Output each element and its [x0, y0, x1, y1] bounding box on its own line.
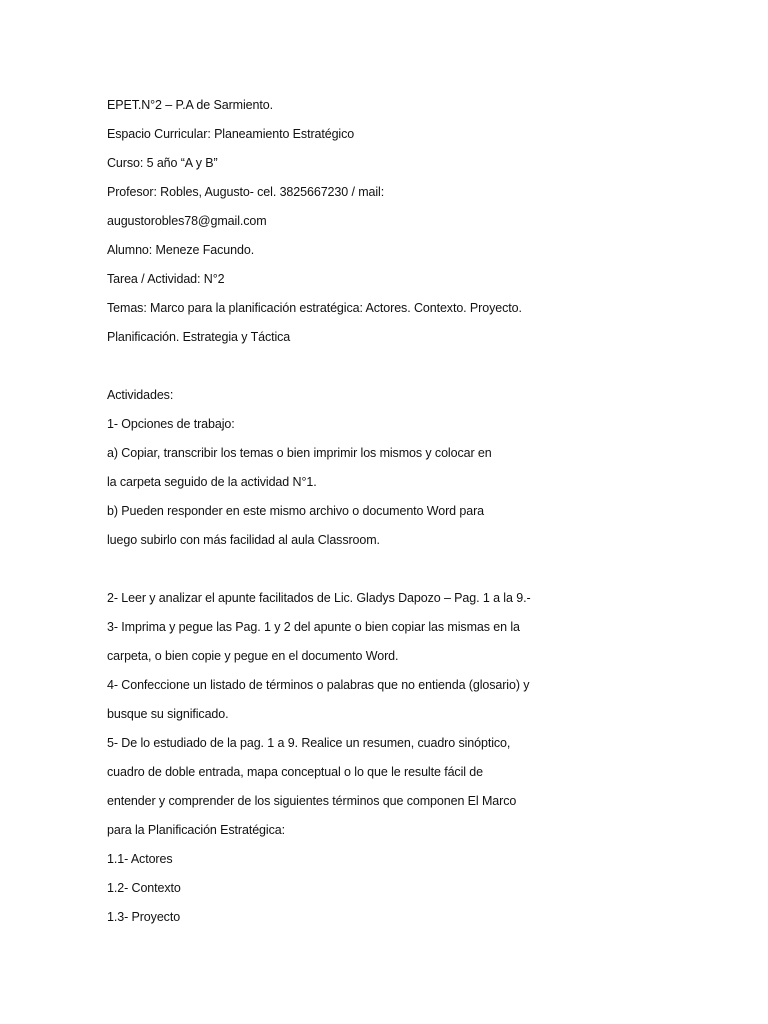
- document-body: [107, 91, 727, 932]
- school-line: EPET.N°2 – P.A de Sarmiento.: [107, 98, 273, 112]
- subject-line: Espacio Curricular: Planeamiento Estratégico: [107, 127, 355, 141]
- activity-1b-line-1: b) Pueden responder en este mismo archivo o documento Word para: [107, 504, 485, 518]
- student-line: Alumno: Meneze Facundo.: [107, 243, 255, 257]
- paragraph-gap: [107, 352, 727, 381]
- activity-1a-line-1: a) Copiar, transcribir los temas o bien imprimir los mismos y colocar en: [107, 446, 492, 460]
- activity-4-line-1: 4- Confeccione un listado de términos o palabras que no entienda (glosario) y: [107, 678, 530, 692]
- activity-1b-line-2: luego subirlo con más facilidad al aula Classroom.: [107, 533, 380, 547]
- activity-5-line-1: 5- De lo estudiado de la pag. 1 a 9. Realice un resumen, cuadro sinóptico,: [107, 736, 511, 750]
- email-line: augustorobles78@gmail.com: [107, 214, 267, 228]
- activity-1: 1- Opciones de trabajo:: [107, 417, 235, 431]
- activity-5-line-4: para la Planificación Estratégica:: [107, 823, 285, 837]
- topics-line-2: Planificación. Estrategia y Táctica: [107, 330, 291, 344]
- course-line: Curso: 5 año “A y B”: [107, 156, 218, 170]
- activity-4-line-2: busque su significado.: [107, 707, 229, 721]
- topics-line-1: Temas: Marco para la planificación estratégica: Actores. Contexto. Proyecto.: [107, 301, 522, 315]
- sub-item-contexto: 1.2- Contexto: [107, 881, 181, 895]
- sub-item-actores: 1.1- Actores: [107, 852, 173, 866]
- teacher-line: Profesor: Robles, Augusto- cel. 3825667230 / mail:: [107, 185, 385, 199]
- task-line: Tarea / Actividad: N°2: [107, 272, 225, 286]
- activity-3-line-1: 3- Imprima y pegue las Pag. 1 y 2 del apunte o bien copiar las mismas en la: [107, 620, 520, 634]
- sub-item-proyecto: 1.3- Proyecto: [107, 910, 181, 924]
- activity-1a-line-2: la carpeta seguido de la actividad N°1.: [107, 475, 317, 489]
- activity-5-line-2: cuadro de doble entrada, mapa conceptual o lo que le resulte fácil de: [107, 765, 483, 779]
- activity-5-line-3: entender y comprender de los siguientes términos que componen El Marco: [107, 794, 517, 808]
- activity-2: 2- Leer y analizar el apunte facilitados de Lic. Gladys Dapozo – Pag. 1 a la 9.-: [107, 591, 531, 605]
- paragraph-gap: [107, 555, 727, 584]
- activity-3-line-2: carpeta, o bien copie y pegue en el documento Word.: [107, 649, 399, 663]
- activities-title: Actividades:: [107, 388, 174, 402]
